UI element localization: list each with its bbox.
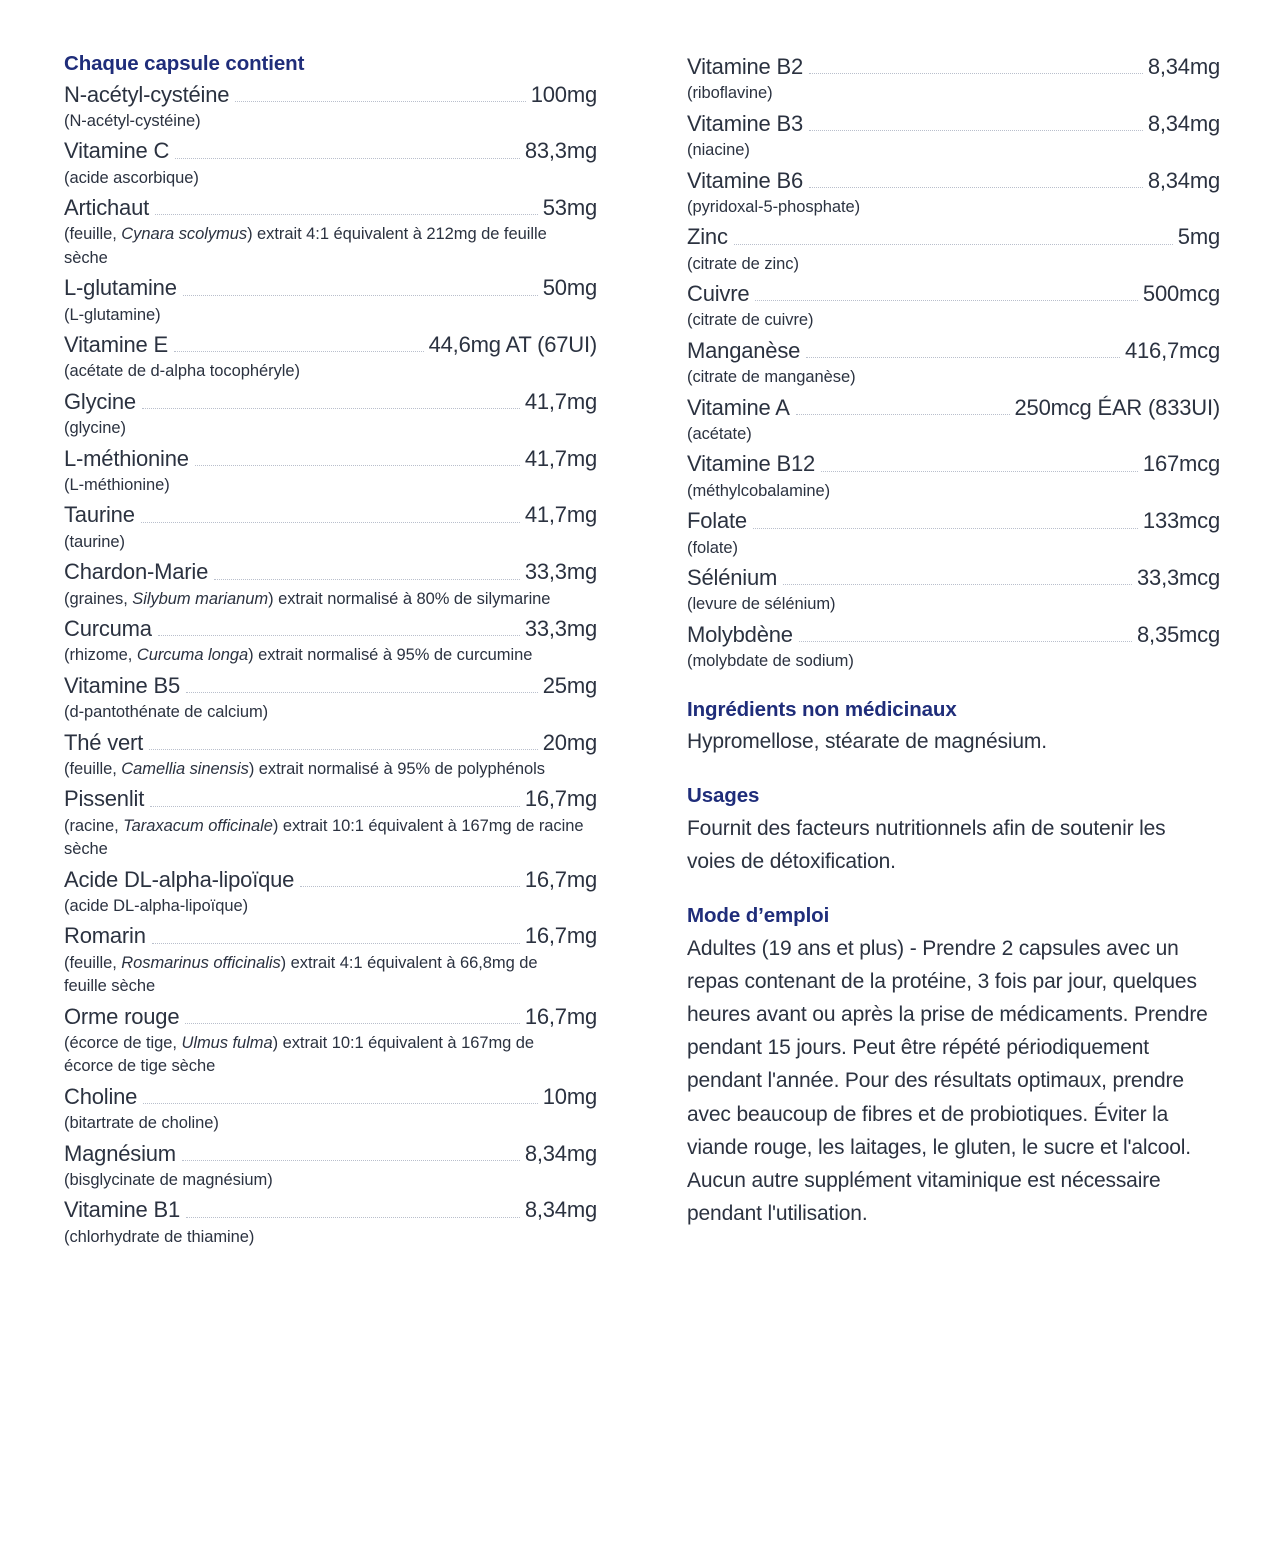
ingredient-amount: 44,6mg AT (67UI) [428,332,597,358]
ingredient-amount: 83,3mg [524,138,597,164]
ingredient-name: Magnésium [64,1140,176,1166]
dotted-leader [186,1217,520,1218]
ingredient-name: Manganèse [687,337,801,363]
ingredient-name: L-glutamine [64,275,177,301]
ingredient-main-line [687,109,1220,139]
ingredient-name: Romarin [64,923,146,949]
dotted-leader [150,806,520,807]
ingredient-row [64,500,597,554]
dotted-leader [143,1103,538,1104]
ingredient-row [687,109,1220,163]
ingredient-name: L-méthionine [64,445,189,471]
ingredient-amount: 16,7mg [524,866,597,892]
ingredient-main-line [64,865,597,895]
ingredient-source-label: (N-acétyl-cystéine) [64,111,201,130]
latin-binomial: Camellia sinensis [121,759,249,778]
ingredient-source-label: (glycine) [64,419,126,438]
ingredient-source-label: (acide DL-alpha-lipoïque) [64,896,249,915]
ingredient-main-line [687,279,1220,309]
ingredient-row [687,393,1220,447]
ingredient-row [64,921,597,998]
latin-binomial: Cynara scolymus [121,225,248,244]
latin-binomial: Rosmarinus officinalis [121,953,281,972]
dotted-leader [821,471,1138,472]
ingredient-amount: 41,7mg [524,502,597,528]
dotted-leader [734,244,1173,245]
ingredient-source-label: (L-méthionine) [64,476,170,495]
dotted-leader [186,692,538,693]
ingredient-source-label: (folate) [687,538,738,557]
non-medicinal-ingredients-heading: Ingrédients non médicinaux [687,697,957,721]
ingredient-name: Curcuma [64,616,152,642]
ingredient-row [64,136,597,190]
ingredient-main-line [64,614,597,644]
ingredient-amount: 53mg [542,195,597,221]
usages-section [687,784,1220,878]
dotted-leader [753,528,1138,529]
ingredient-row [687,563,1220,617]
ingredient-amount: 8,35mcg [1137,621,1220,647]
ingredient-source-label: (écorce de tige, Ulmus fulma) extrait 10:1 équivalent à 167mg de écorce de tige sèche [64,1033,535,1076]
ingredient-row [64,193,597,270]
ingredient-amount: 250mcg ÉAR (833UI) [1014,394,1220,420]
ingredient-amount: 416,7mcg [1124,337,1220,363]
ingredient-source-label: (citrate de manganèse) [687,368,856,387]
dotted-leader [155,214,538,215]
ingredient-source-label: (acide ascorbique) [64,168,199,187]
ingredient-source-label: (feuille, Camellia sinensis) extrait normalisé à 95% de polyphénols [64,759,545,778]
ingredient-amount: 8,34mg [524,1197,597,1223]
ingredient-amount: 25mg [542,672,597,698]
ingredient-amount: 20mg [542,729,597,755]
ingredient-main-line [64,1002,597,1032]
ingredient-name: Vitamine C [64,138,170,164]
dotted-leader [141,522,520,523]
ingredient-name: Chardon-Marie [64,559,209,585]
ingredient-amount: 16,7mg [524,1003,597,1029]
ingredient-name: Orme rouge [64,1003,180,1029]
ingredient-row [687,449,1220,503]
ingredient-main-line [64,671,597,701]
ingredient-main-line [687,393,1220,423]
ingredient-name: Taurine [64,502,135,528]
ingredient-source-label: (feuille, Rosmarinus officinalis) extrait 4:1 équivalent à 66,8mg de feuille sèche [64,953,538,996]
ingredient-name: Pissenlit [64,786,145,812]
dotted-leader [174,351,424,352]
ingredient-amount: 8,34mg [1147,54,1220,79]
ingredient-name: Vitamine E [64,332,168,358]
ingredient-source-label: (acétate) [687,425,752,444]
ingredient-name: Vitamine B5 [64,672,181,698]
ingredient-source-label: (bitartrate de choline) [64,1114,219,1133]
ingredient-main-line [64,500,597,530]
ingredient-name: Zinc [687,224,728,250]
ingredient-amount: 167mcg [1142,451,1220,477]
ingredient-main-line [64,921,597,951]
directions-text: Adultes (19 ans et plus) - Prendre 2 capsules avec un repas contenant de la protéine, 3 fois par jour, quelques heures avant ou après la prise de médicaments. Prendre pendant 15 jours. Peut être répété périodiquement pendant l'année. Pour des résultats optimaux, prendre avec beaucoup de fibres et de probiotiques. Éviter la viande rouge, les laitages, le gluten, le sucre et l'alcool. Aucun autre supplément vitaminique est nécessaire pendant l'utilisation. [687,936,1208,1226]
ingredient-amount: 10mg [542,1083,597,1109]
ingredient-row [64,557,597,611]
latin-binomial: Silybum marianum [132,589,269,608]
non-medicinal-ingredients-text: Hypromellose, stéarate de magnésium. [687,730,1047,754]
dotted-leader [185,1023,519,1024]
ingredient-main-line [687,563,1220,593]
ingredient-name: Sélénium [687,565,778,591]
ingredient-amount: 33,3mcg [1137,565,1220,591]
ingredient-main-line [687,166,1220,196]
ingredient-source-label: (molybdate de sodium) [687,652,854,671]
ingredient-main-line [64,1082,597,1112]
ingredient-main-line [64,136,597,166]
ingredient-main-line [687,620,1220,650]
ingredient-row [64,1139,597,1193]
ingredient-main-line [687,336,1220,366]
ingredient-name: Vitamine B2 [687,54,804,79]
dotted-leader [809,130,1143,131]
ingredient-amount: 50mg [542,275,597,301]
ingredient-main-line [64,80,597,110]
ingredient-row [64,330,597,384]
dotted-leader [149,749,538,750]
ingredient-main-line [687,506,1220,536]
ingredient-row [687,166,1220,220]
dotted-leader [158,635,520,636]
ingredient-main-line [687,222,1220,252]
ingredient-source-label: (méthylcobalamine) [687,481,831,500]
dotted-leader [806,357,1120,358]
medicinal-ingredients-heading: Chaque capsule contient [64,52,305,75]
left-column [64,52,597,1252]
ingredient-amount: 41,7mg [524,388,597,414]
ingredient-name: Molybdène [687,621,793,647]
ingredient-main-line [687,52,1220,82]
ingredient-row [64,444,597,498]
ingredient-name: Acide DL-alpha-lipoïque [64,866,295,892]
dotted-leader [799,641,1132,642]
medicinal-ingredients-list-continued [687,52,1220,674]
ingredient-row [64,1082,597,1136]
ingredient-source-label: (citrate de cuivre) [687,311,814,330]
ingredient-main-line [64,784,597,814]
ingredient-source-label: (levure de sélénium) [687,595,836,614]
ingredient-amount: 41,7mg [524,445,597,471]
dotted-leader [783,584,1132,585]
dotted-leader [796,414,1010,415]
ingredient-amount: 8,34mg [1147,110,1220,136]
ingredient-row [64,80,597,134]
ingredient-amount: 100mg [530,81,597,107]
dotted-leader [175,158,520,159]
ingredient-main-line [64,330,597,360]
latin-binomial: Ulmus fulma [181,1033,273,1052]
ingredient-row [687,279,1220,333]
two-column-layout [64,52,1220,1252]
directions-section [687,904,1220,1230]
ingredient-row [687,620,1220,674]
ingredient-name: Vitamine A [687,394,790,420]
dotted-leader [142,408,520,409]
latin-binomial: Curcuma longa [136,646,249,665]
ingredient-main-line [64,557,597,587]
ingredient-row [64,387,597,441]
directions-heading: Mode d’emploi [687,904,830,928]
ingredient-row [64,1195,597,1249]
ingredient-name: Cuivre [687,281,750,307]
ingredient-source-label: (bisglycinate de magnésium) [64,1170,273,1189]
ingredient-main-line [64,728,597,758]
ingredient-source-label: (taurine) [64,532,125,551]
dotted-leader [300,886,520,887]
ingredient-row [64,1002,597,1079]
dotted-leader [235,101,525,102]
ingredient-row [64,728,597,782]
ingredient-name: Glycine [64,388,136,414]
ingredient-main-line [64,193,597,223]
ingredient-name: N-acétyl-cystéine [64,81,230,107]
ingredient-source-label: (rhizome, Curcuma longa) extrait normalisé à 95% de curcumine [64,646,533,665]
ingredient-source-label: (chlorhydrate de thiamine) [64,1227,255,1246]
ingredient-amount: 16,7mg [524,923,597,949]
non-medicinal-ingredients-section [687,698,1220,759]
ingredient-amount: 8,34mg [524,1140,597,1166]
ingredient-row [687,336,1220,390]
ingredient-row [64,273,597,327]
ingredient-source-label: (racine, Taraxacum officinale) extrait 10:1 équivalent à 167mg de racine sèche [64,816,584,859]
dotted-leader [755,300,1138,301]
usages-text: Fournit des facteurs nutritionnels afin de soutenir les voies de détoxification. [687,816,1166,874]
dotted-leader [183,295,538,296]
ingredient-name: Vitamine B3 [687,110,804,136]
dotted-leader [152,943,520,944]
ingredient-source-label: (acétate de d-alpha tocophéryle) [64,362,300,381]
ingredient-main-line [64,444,597,474]
ingredient-main-line [64,1139,597,1169]
ingredient-name: Vitamine B12 [687,451,816,477]
ingredient-amount: 8,34mg [1147,167,1220,193]
ingredient-source-label: (graines, Silybum marianum) extrait normalisé à 80% de silymarine [64,589,551,608]
ingredient-source-label: (riboflavine) [687,84,773,103]
ingredient-amount: 33,3mg [524,616,597,642]
ingredient-name: Choline [64,1083,138,1109]
ingredient-source-label: (feuille, Cynara scolymus) extrait 4:1 équivalent à 212mg de feuille sèche [64,225,547,267]
ingredient-main-line [64,1195,597,1225]
medicinal-ingredients-list [64,80,597,1250]
dotted-leader [809,187,1143,188]
ingredient-source-label: (d-pantothénate de calcium) [64,703,269,722]
latin-binomial: Taraxacum officinale [123,816,273,835]
ingredient-amount: 33,3mg [524,559,597,585]
dotted-leader [182,1160,520,1161]
dotted-leader [195,465,520,466]
ingredient-amount: 5mg [1177,224,1220,250]
ingredient-name: Folate [687,508,747,534]
ingredient-row [687,506,1220,560]
ingredient-source-label: (niacine) [687,141,750,160]
ingredient-source-label: (citrate de zinc) [687,254,799,273]
ingredient-main-line [64,273,597,303]
ingredient-main-line [687,449,1220,479]
ingredient-row [64,671,597,725]
ingredient-name: Vitamine B1 [64,1197,181,1223]
dotted-leader [214,579,520,580]
ingredient-row [687,222,1220,276]
ingredient-row [64,614,597,668]
ingredient-name: Thé vert [64,729,144,755]
right-column [687,52,1220,1230]
ingredient-source-label: (pyridoxal-5-phosphate) [687,197,861,216]
ingredient-row [64,865,597,919]
ingredient-row [64,784,597,861]
ingredient-main-line [64,387,597,417]
ingredient-name: Vitamine B6 [687,167,804,193]
ingredient-row [687,52,1220,106]
ingredient-name: Artichaut [64,195,150,221]
ingredient-amount: 500mcg [1142,281,1220,307]
usages-heading: Usages [687,784,760,808]
dotted-leader [809,73,1143,74]
ingredient-source-label: (L-glutamine) [64,305,161,324]
ingredient-amount: 16,7mg [524,786,597,812]
ingredient-amount: 133mcg [1142,508,1220,534]
